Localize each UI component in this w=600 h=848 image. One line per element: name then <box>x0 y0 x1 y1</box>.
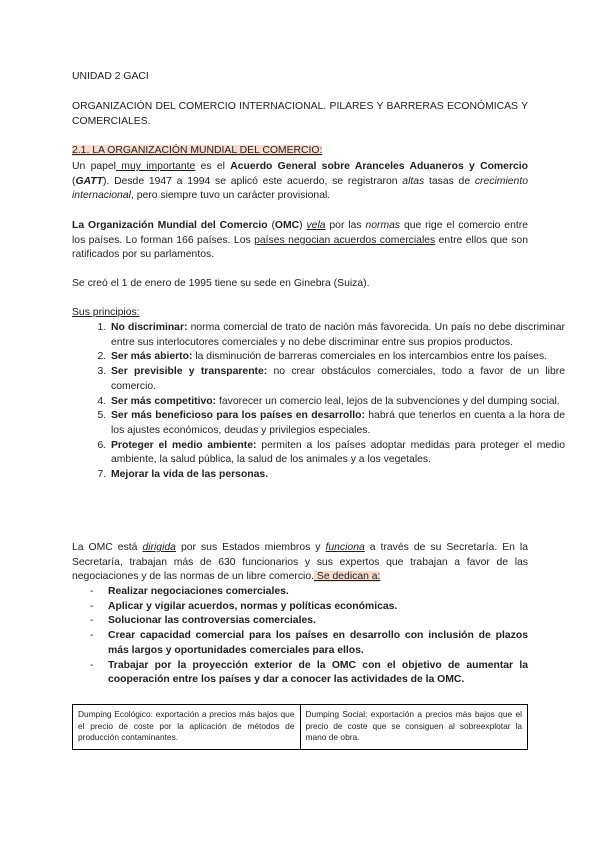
list-item: 6. Proteger el medio ambiente: permiten a los países adoptar medidas para proteger el medio ambiente, la salud pública, la salud de los animales y a los vegetales. <box>109 439 565 468</box>
tasks-list <box>72 585 528 688</box>
dumping-social-cell: Dumping Social: exportación a precios más bajos que el precio de coste que se consiguen al sobreexplotar la mano de obra. <box>300 705 528 750</box>
omc-paragraph: La Organización Mundial del Comercio (OMC) vela por las normas que rige el comercio entre los países. Lo forman 166 países. Los países negocian acuerdos comerciales entre ellos que son ratificados por su parlamentos. <box>72 220 528 261</box>
list-item: 1. No discriminar: norma comercial de trato de nación más favorecida. Un país no debe discriminar entre sus interlocutores comerciales y no debe discriminar entre sus propios productos. <box>109 321 565 350</box>
list-item: 2. Ser más abierto: la disminución de barreras comerciales en los intercambios entre los países. <box>109 350 565 365</box>
list-item: - Crear capacidad comercial para los países en desarrollo con inclusión de plazos más largos y oportunidades comerciales para ellos. <box>90 630 528 656</box>
definitions-table <box>72 704 528 750</box>
list-item: 5. Ser más beneficioso para los países en desarrollo: habrá que tenerlos en cuenta a la hora de los ajustes económicos, deudas y privilegios especiales. <box>109 409 565 438</box>
founding-paragraph: Se creó el 1 de enero de 1995 tiene su sede en Ginebra (Suiza). <box>72 278 370 289</box>
secretariat-paragraph: La OMC está dirigida por sus Estados miembros y funciona a través de su Secretaría. En la Secretaría, trabajan más de 630 funcionarios y sus expertos que trabajan a favor de las negociaciones y de las normas de un libre comercio. Se dedican a: <box>72 542 528 583</box>
principles-heading: Sus principios: <box>72 307 140 318</box>
section-title <box>72 145 322 156</box>
list-item: - Realizar negociaciones comerciales. <box>90 586 289 597</box>
unit-label: UNIDAD 2 GACI <box>72 71 149 82</box>
section-title-text: 2.1. LA ORGANIZACIÓN MUNDIAL DEL COMERCIO: <box>72 145 323 156</box>
list-item: - Solucionar las controversias comerciales. <box>90 615 316 627</box>
gatt-paragraph: Un papel muy importante es el Acuerdo General sobre Aranceles Aduaneros y Comercio (GATT). Desde 1947 a 1994 se aplicó este acuerdo, se registraron altas tasas de crecimiento internacional, pero siempre tuvo un carácter provisional. <box>72 161 529 202</box>
document-title: ORGANIZACIÓN DEL COMERCIO INTERNACIONAL. PILARES Y BARRERAS ECONÓMICAS Y COMERCIALES. <box>72 101 528 127</box>
list-item: 4. Ser más competitivo: favorecer un comercio leal, lejos de la subvenciones y del dumping social. <box>109 395 565 410</box>
list-item: 7. Mejorar la vida de las personas. <box>109 468 565 483</box>
principles-list <box>72 321 565 483</box>
list-item: 3. Ser previsible y transparente: no crear obstáculos comerciales, todo a favor de un libre comercio. <box>109 365 565 394</box>
dumping-ecologico-cell: Dumping Ecológico: exportación a precios más bajos que el precio de coste por la aplicación de métodos de producción contaminantes. <box>73 705 301 750</box>
list-item: - Aplicar y vigilar acuerdos, normas y políticas económicas. <box>90 600 398 612</box>
list-item: - Trabajar por la proyección exterior de la OMC con el objetivo de aumentar la cooperación entre los países y dar a conocer las actividades de la OMC. <box>90 659 528 686</box>
